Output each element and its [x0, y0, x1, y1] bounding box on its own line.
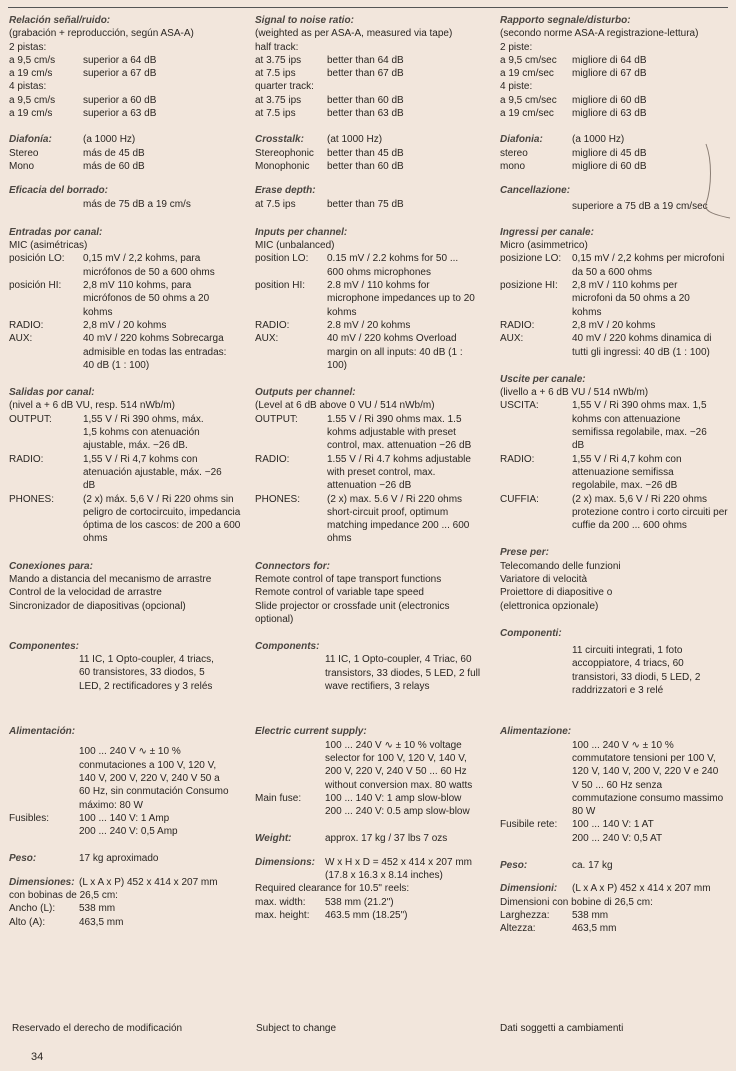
section-title: Diafonia: — [500, 134, 543, 146]
spec-row — [255, 160, 487, 173]
spec-label: a 9,5 cm/sec — [500, 94, 557, 106]
spec-row — [255, 67, 487, 80]
section-title: Prese per: — [500, 547, 549, 559]
spec-value: 1.55 V / Ri 4.7 kohms adjustable with preset control, max. attenuation −26 dB — [327, 453, 471, 492]
section-title: Dimensioni: — [500, 883, 558, 895]
spec-value: (2 x) max. 5.6 V / Ri 220 ohms short-circuit proof, optimum matching impedance 200 ... 600 ohms — [327, 493, 470, 545]
section-subtitle: (livello a + 6 dB VU / 514 nWb/m) — [500, 387, 649, 399]
group-label: 2 pistas: — [9, 41, 47, 53]
spec-value: better than 63 dB — [327, 108, 404, 120]
spec-row — [255, 332, 487, 372]
section-subtitle: con bobinas de 26,5 cm: — [9, 890, 118, 902]
spec-value: superior a 63 dB — [83, 108, 157, 120]
spec-row — [500, 319, 728, 332]
section-title: Diafonía: — [9, 134, 52, 146]
pen-mark — [700, 140, 736, 220]
spec-row — [255, 54, 487, 67]
list-item: Remote control of variable tape speed — [255, 587, 424, 599]
spec-value: (17.8 x 16.3 x 8.14 inches) — [325, 870, 443, 882]
spec-row — [255, 896, 487, 909]
spec-value: 463.5 mm (18.25") — [325, 909, 408, 921]
spec-label: AUX: — [9, 333, 33, 345]
section-outputs — [9, 386, 245, 546]
spec-label: a 9,5 cm/sec — [500, 54, 557, 66]
spec-value: más de 75 dB a 19 cm/s — [83, 198, 191, 210]
spec-label: posizione HI: — [500, 280, 558, 292]
spec-value: 1,55 V / Ri 4,7 kohm con attenuazione semifissa regolabile, max. −26 dB — [572, 453, 682, 492]
spec-value: 200 ... 240 V: 0,5 Amp — [79, 826, 178, 838]
spec-value: 1,55 V / Ri 390 ohms max. 1,5 kohms con attenuazione semifissa regolabile, max. −26 dB — [572, 400, 707, 452]
section-title: Peso: — [500, 860, 528, 872]
spec-label: Stereophonic — [255, 147, 314, 159]
spec-row — [9, 493, 245, 546]
spec-label: Stereo — [9, 147, 39, 159]
section-components — [255, 640, 487, 693]
section-dimensions — [255, 856, 487, 922]
spec-value: better than 45 dB — [327, 147, 404, 159]
section-dimensions — [9, 876, 245, 929]
section-title: Relación señal/ruido: — [9, 15, 111, 26]
section-title: Peso: — [9, 853, 37, 865]
spec-value: better than 67 dB — [327, 68, 404, 80]
section-title: Weight: — [255, 833, 292, 845]
spec-row — [500, 147, 728, 160]
section-title: Dimensions: — [255, 856, 316, 868]
spec-row — [500, 279, 728, 319]
spec-row — [9, 252, 245, 279]
spec-value: 463,5 mm — [79, 916, 124, 928]
spec-label: Fusibles: — [9, 812, 50, 824]
section-title: Alimentación: — [9, 726, 76, 738]
section-subtitle: MIC (unbalanced) — [255, 240, 335, 252]
spec-value: migliore di 67 dB — [572, 68, 647, 80]
section-connectors — [255, 560, 487, 626]
section-snr — [255, 14, 487, 120]
group-label: half track: — [255, 41, 299, 53]
spec-row — [255, 319, 487, 332]
section-subtitle: Required clearance for 10.5" reels: — [255, 883, 410, 895]
spec-value: más de 60 dB — [83, 160, 145, 172]
spec-row — [9, 147, 245, 160]
list-item: Remote control of tape transport functions — [255, 573, 442, 585]
spec-row — [500, 493, 728, 533]
spec-value: 2.8 mV / 20 kohms — [327, 319, 411, 331]
spec-row — [255, 147, 487, 160]
spec-label: RADIO: — [500, 319, 535, 331]
spec-row — [500, 909, 728, 922]
spec-value: superiore a 75 dB a 19 cm/sec — [572, 200, 708, 212]
spec-label: at 7.5 ips — [255, 198, 296, 210]
spec-label: a 9,5 cm/s — [9, 54, 56, 66]
footer-note-spanish: Reservado el derecho de modificación — [12, 1023, 183, 1034]
spec-value: 17 kg aproximado — [79, 853, 159, 865]
spec-value: 0.15 mV / 2.2 kohms for 50 ... 600 ohms microphones — [327, 253, 459, 278]
section-title: Crosstalk: — [255, 134, 304, 146]
spec-row — [9, 54, 245, 67]
spec-value: 40 mV / 220 kohms Overload margin on all inputs: 40 dB (1 : 100) — [327, 333, 463, 371]
spec-row — [9, 160, 245, 173]
spec-row — [255, 453, 487, 493]
spec-label: RADIO: — [9, 319, 44, 331]
section-crosstalk — [9, 133, 245, 173]
section-power — [255, 725, 487, 818]
section-title: Inputs per channel: — [255, 226, 348, 238]
section-dimensions — [500, 882, 728, 935]
spec-label: a 9,5 cm/s — [9, 94, 56, 106]
spec-row — [255, 94, 487, 107]
spec-row — [9, 413, 245, 453]
spec-row — [255, 413, 487, 453]
section-erase — [500, 184, 728, 213]
spec-row — [9, 902, 245, 915]
spec-row — [255, 198, 487, 211]
spec-value: (L x A x P) 452 x 414 x 207 mm — [79, 876, 218, 888]
section-weight — [9, 852, 245, 865]
list-item: Sincronizador de diapositivas (opcional) — [9, 600, 186, 612]
section-weight — [500, 859, 728, 872]
section-title: Conexiones para: — [9, 560, 93, 572]
spec-label: Larghezza: — [500, 909, 550, 921]
spec-value: ca. 17 kg — [572, 860, 613, 872]
spec-label: at 3.75 ips — [255, 94, 302, 106]
section-erase — [255, 184, 487, 211]
footer-note-italian: Dati soggetti a cambiamenti — [500, 1023, 624, 1034]
spec-label: Mono — [9, 160, 35, 172]
section-subtitle: (grabación + reproducción, según ASA-A) — [9, 28, 194, 40]
section-subtitle: Dimensioni con bobine di 26,5 cm: — [500, 896, 653, 908]
spec-label: PHONES: — [255, 493, 301, 505]
spec-value: better than 64 dB — [327, 54, 404, 66]
group-label: 4 piste: — [500, 81, 533, 93]
section-connectors — [9, 560, 245, 613]
spec-label: AUX: — [255, 333, 279, 345]
spec-value: 1,55 V / Ri 390 ohms, máx. 1,5 kohms con atenuación ajustable, máx. −26 dB. — [83, 413, 204, 452]
section-outputs — [255, 386, 487, 546]
spec-value: 1,55 V / Ri 4,7 kohms con atenuación ajustable, máx. −26 dB — [83, 453, 222, 492]
spec-value: superior a 67 dB — [83, 68, 157, 80]
spec-label: RADIO: — [500, 453, 535, 465]
spec-label: position HI: — [255, 280, 306, 292]
spec-value: 2,8 mV / 110 kohms per microfoni da 50 ohms a 20 kohms — [572, 280, 690, 318]
spec-label: Main fuse: — [255, 792, 302, 804]
section-title: Alimentazione: — [500, 726, 572, 738]
spec-label: RADIO: — [9, 453, 44, 465]
section-note: (a 1000 Hz) — [83, 134, 136, 146]
spec-value: 0,15 mV / 2,2 kohms per microfoni da 50 a 600 ohms — [572, 253, 725, 278]
spec-value: 1.55 V / Ri 390 ohms max. 1.5 kohms adjustable with preset control, max. attenuation −26 dB — [327, 413, 472, 452]
section-subtitle: (Level at 6 dB above 0 VU / 514 nWb/m) — [255, 400, 435, 412]
spec-value: better than 60 dB — [327, 160, 404, 172]
spec-label: max. width: — [255, 896, 306, 908]
spec-label: Ancho (L): — [9, 903, 56, 915]
section-title: Dimensiones: — [9, 876, 75, 888]
spec-value: (2 x) max. 5,6 V / Ri 220 ohms protezione contro i corto circuiti per cuffie da 200 ... 600 ohms — [572, 493, 728, 532]
spec-value: (2 x) máx. 5,6 V / Ri 220 ohms sin peligro de cortocircuito, impedancia óptima de los cascos: de 200 a 600 ohms — [83, 493, 241, 545]
section-inputs — [255, 226, 487, 372]
spec-label: RADIO: — [255, 453, 290, 465]
spec-value: 100 ... 140 V: 1 Amp — [79, 812, 170, 824]
spec-value: migliore di 63 dB — [572, 108, 647, 120]
spec-value: 463,5 mm — [572, 923, 617, 935]
spec-value: 2,8 mV 110 kohms, para micrófonos de 50 ohms a 20 kohms — [83, 280, 210, 318]
section-subtitle: Micro (asimmetrico) — [500, 240, 588, 252]
spec-label: stereo — [500, 147, 528, 159]
spec-value: migliore di 60 dB — [572, 94, 647, 106]
spec-label: at 7.5 ips — [255, 68, 296, 80]
spec-label: PHONES: — [9, 493, 55, 505]
spec-value: migliore di 60 dB — [572, 160, 647, 172]
spec-label: Monophonic — [255, 160, 310, 172]
spec-value: migliore di 64 dB — [572, 54, 647, 66]
spec-value: superior a 60 dB — [83, 94, 157, 106]
section-title: Componenti: — [500, 627, 562, 639]
spec-value: 40 mV / 220 kohms dinamica di tutti gli ingressi: 40 dB (1 : 100) — [572, 333, 712, 358]
spec-value: 2,8 mV / 20 kohms — [572, 319, 656, 331]
spec-row — [9, 812, 245, 825]
section-power — [500, 725, 728, 845]
spec-row — [9, 94, 245, 107]
column-english — [255, 14, 487, 922]
spec-value: 11 circuiti integrati, 1 foto accoppiatore, 4 triacs, 60 transistori, 33 diodi, 5 LED, 2 raddrizzatori e 3 relé — [572, 645, 701, 697]
spec-row — [500, 922, 728, 935]
list-item: Proiettore di diapositive o — [500, 587, 613, 599]
spec-label: at 7.5 ips — [255, 108, 296, 120]
list-item: Slide projector or crossfade unit (electronics optional) — [255, 600, 450, 625]
spec-label: posizione LO: — [500, 253, 562, 265]
spec-row — [255, 792, 487, 805]
spec-row — [9, 332, 245, 372]
spec-label: a 19 cm/sec — [500, 108, 554, 120]
spec-row — [500, 453, 728, 493]
spec-value: superior a 64 dB — [83, 54, 157, 66]
footer-note-english: Subject to change — [256, 1023, 337, 1034]
spec-row — [9, 279, 245, 319]
section-snr — [9, 14, 245, 120]
spec-row — [500, 252, 728, 279]
section-subtitle: MIC (asimétricas) — [9, 240, 88, 252]
spec-row — [500, 399, 728, 452]
section-title: Eficacia del borrado: — [9, 185, 108, 197]
spec-value: 200 ... 240 V: 0.5 amp slow-blow — [325, 806, 470, 818]
spec-row — [500, 94, 728, 107]
section-title: Uscite per canale: — [500, 373, 586, 385]
spec-row — [500, 107, 728, 120]
section-title: Salidas por canal: — [9, 387, 95, 399]
spec-row — [9, 67, 245, 80]
list-item: Control de la velocidad de arrastre — [9, 587, 162, 599]
spec-label: CUFFIA: — [500, 493, 539, 505]
spec-value: migliore di 45 dB — [572, 147, 647, 159]
section-title: Components: — [255, 641, 320, 653]
spec-row — [9, 916, 245, 929]
section-inputs — [9, 226, 245, 372]
spec-value: 2.8 mV / 110 kohms for microphone impedances up to 20 kohms — [327, 280, 475, 318]
spec-label: posición LO: — [9, 253, 65, 265]
spec-label: RADIO: — [255, 319, 290, 331]
spec-label: OUTPUT: — [9, 413, 52, 425]
group-label: quarter track: — [255, 81, 314, 93]
column-italian — [500, 14, 728, 936]
spec-row — [500, 54, 728, 67]
spec-value: 11 IC, 1 Opto-coupler, 4 triacs, 60 transistores, 33 diodos, 5 LED, 2 rectificadores y 3 relés — [79, 654, 214, 692]
spec-value: 538 mm — [572, 909, 609, 921]
list-item: Telecomando delle funzioni — [500, 560, 621, 572]
section-subtitle: (weighted as per ASA-A, measured via tape) — [255, 28, 453, 40]
spec-label: mono — [500, 160, 526, 172]
spec-value: W x H x D = 452 x 414 x 207 mm — [325, 856, 472, 868]
section-title: Electric current supply: — [255, 726, 367, 738]
spec-label: position LO: — [255, 253, 309, 265]
section-inputs — [500, 226, 728, 359]
spec-label: at 3.75 ips — [255, 54, 302, 66]
spec-row — [255, 107, 487, 120]
spec-value: 100 ... 240 V ∿ ± 10 % voltage selector for 100 V, 120 V, 140 V, 200 V, 220 V, 240 V 50 ... 60 Hz without conversion max. 80 watts — [325, 739, 473, 791]
spec-label: Alto (A): — [9, 916, 46, 928]
spec-label: max. height: — [255, 909, 310, 921]
spec-label: a 19 cm/sec — [500, 68, 554, 80]
section-connectors — [500, 546, 728, 612]
section-power — [9, 725, 245, 838]
spec-row — [9, 453, 245, 493]
spec-row — [500, 160, 728, 173]
spec-value: approx. 17 kg / 37 lbs 7 ozs — [325, 833, 448, 845]
list-item: (elettronica opzionale) — [500, 600, 599, 612]
spec-value: (L x A x P) 452 x 414 x 207 mm — [572, 883, 711, 895]
section-erase — [9, 184, 245, 211]
spec-label: a 19 cm/s — [9, 68, 53, 80]
section-outputs — [500, 373, 728, 533]
spec-value: 100 ... 140 V: 1 AT — [572, 819, 654, 831]
section-weight — [255, 832, 487, 845]
section-note: (at 1000 Hz) — [327, 134, 383, 146]
section-snr — [500, 14, 728, 120]
spec-value: better than 75 dB — [327, 198, 404, 210]
spec-value: 100 ... 140 V: 1 amp slow-blow — [325, 792, 462, 804]
spec-row — [9, 319, 245, 332]
spec-row — [255, 252, 487, 279]
section-components — [500, 627, 728, 697]
section-crosstalk — [500, 133, 728, 173]
column-spanish — [9, 14, 245, 929]
spec-value: 100 ... 240 V ∿ ± 10 % conmutaciones a 100 V, 120 V, 140 V, 200 V, 220 V, 240 V 50 a 60 Hz, sin conmutación Consumo máximo: 80 W — [79, 746, 229, 811]
spec-row — [255, 493, 487, 546]
spec-label: OUTPUT: — [255, 413, 298, 425]
spec-value: better than 60 dB — [327, 94, 404, 106]
section-components — [9, 640, 245, 693]
spec-value: 0,15 mV / 2,2 kohms, para micrófonos de 50 a 600 ohms — [83, 253, 215, 278]
spec-label: AUX: — [500, 333, 524, 345]
section-title: Rapporto segnale/disturbo: — [500, 15, 631, 26]
top-rule — [8, 7, 728, 8]
section-subtitle: (nivel a + 6 dB VU, resp. 514 nWb/m) — [9, 400, 175, 412]
spec-label: Fusibile rete: — [500, 819, 558, 831]
spec-row — [500, 332, 728, 359]
spec-row — [500, 67, 728, 80]
section-title: Signal to noise ratio: — [255, 15, 354, 26]
spec-value: 40 mV / 220 kohms Sobrecarga admisible en todas las entradas: 40 dB (1 : 100) — [83, 333, 227, 371]
page-number: 34 — [31, 1051, 44, 1063]
spec-row — [255, 279, 487, 319]
section-title: Entradas por canal: — [9, 226, 103, 238]
spec-value: 200 ... 240 V: 0,5 AT — [572, 832, 663, 844]
section-title: Cancellazione: — [500, 185, 571, 197]
spec-value: 538 mm — [79, 903, 116, 915]
spec-row — [9, 107, 245, 120]
section-note: (a 1000 Hz) — [572, 134, 625, 146]
spec-value: más de 45 dB — [83, 147, 145, 159]
section-title: Connectors for: — [255, 560, 330, 572]
spec-label: USCITA: — [500, 400, 539, 412]
section-title: Componentes: — [9, 640, 79, 652]
group-label: 4 pistas: — [9, 81, 47, 93]
spec-value: 11 IC, 1 Opto-coupler, 4 Triac, 60 transistors, 33 diodes, 5 LED, 2 full wave rectifiers, 3 relays — [325, 654, 481, 693]
section-title: Ingressi per canale: — [500, 226, 594, 238]
spec-value: 2,8 mV / 20 kohms — [83, 319, 167, 331]
section-subtitle: (secondo norme ASA-A registrazione-lettura) — [500, 28, 699, 40]
group-label: 2 piste: — [500, 41, 533, 53]
spec-value: 538 mm (21.2") — [325, 896, 394, 908]
list-item: Mando a distancia del mecanismo de arrastre — [9, 573, 212, 585]
spec-label: a 19 cm/s — [9, 108, 53, 120]
section-title: Erase depth: — [255, 185, 316, 197]
spec-label: posición HI: — [9, 280, 62, 292]
spec-row — [500, 818, 728, 831]
section-crosstalk — [255, 133, 487, 173]
spec-row — [255, 909, 487, 922]
section-title: Outputs per channel: — [255, 387, 356, 399]
list-item: Variatore di velocità — [500, 573, 588, 585]
spec-value: 100 ... 240 V ∿ ± 10 % commutatore tensioni per 100 V, 120 V, 140 V, 200 V, 220 V e 240 V 50 ... 60 Hz senza commutazione consumo massimo 80 W — [572, 739, 724, 818]
spec-label: Altezza: — [500, 923, 536, 935]
